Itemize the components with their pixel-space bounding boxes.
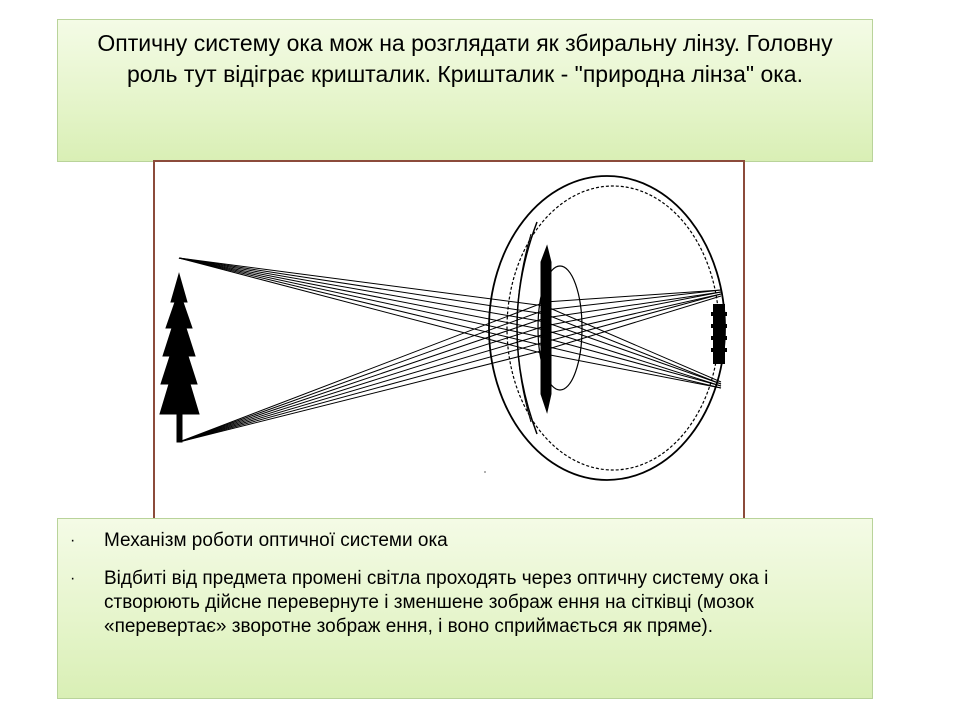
eye-optics-figure — [153, 160, 745, 520]
bullet-marker: · — [70, 532, 76, 549]
inverted-image-icon — [711, 304, 727, 364]
bullet-item — [58, 529, 852, 553]
description-panel — [57, 518, 873, 699]
bullet-marker: · — [70, 570, 76, 587]
bullet-text: Механізм роботи оптичної системи ока — [104, 530, 448, 551]
header-panel — [57, 19, 873, 162]
bullet-item — [58, 567, 852, 639]
light-rays-bottom — [179, 290, 721, 442]
light-rays-top — [179, 258, 721, 388]
eye-icon — [489, 176, 725, 480]
tree-icon — [160, 274, 199, 442]
bullet-list — [58, 519, 872, 639]
speck — [484, 471, 486, 473]
header-text: Оптичну систему ока мож на розглядати як збиральну лінзу. Головну роль тут відіграє кришталик. Кришталик - "природна лінза" ока. — [97, 30, 833, 87]
bullet-text: Відбиті від предмета промені світла проходять через оптичну систему ока і створюють дійсне перевернуте і зменшене зображ ення на сітківці (мозок «перевертає» зворотне зображ ення, і воно сприймається як пряме). — [104, 568, 769, 637]
eye-optics-diagram — [155, 162, 743, 518]
